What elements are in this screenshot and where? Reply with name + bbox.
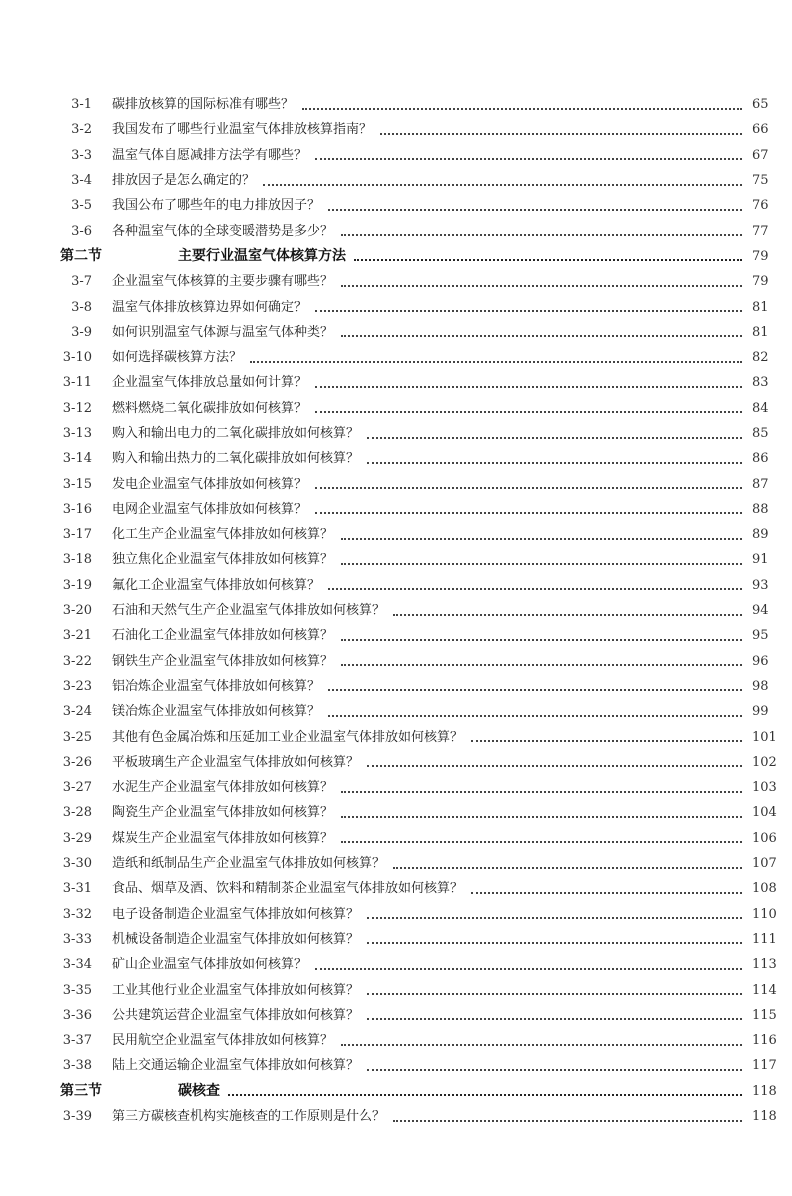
entry-number: 3-37: [62, 1033, 92, 1049]
toc-entry[interactable]: [0, 851, 792, 876]
entry-number: 3-39: [62, 1109, 92, 1125]
dot-leader: [328, 586, 742, 590]
entry-title: 水泥生产企业温室气体排放如何核算？: [112, 780, 334, 796]
toc-entry[interactable]: [0, 750, 792, 775]
dot-leader: [315, 510, 742, 514]
toc-entry[interactable]: [0, 446, 792, 471]
entry-title: 其他有色金属冶炼和压延加工业企业温室气体排放如何核算？: [112, 729, 464, 745]
entry-number: 3-12: [62, 400, 92, 416]
toc-entry[interactable]: [0, 775, 792, 800]
toc-entry[interactable]: [0, 143, 792, 168]
entry-number: 3-27: [62, 780, 92, 796]
toc-entry[interactable]: [0, 218, 792, 243]
entry-number: 3-16: [62, 501, 92, 517]
dot-leader: [393, 865, 742, 869]
entry-title: 如何选择碳核算方法？: [112, 350, 243, 366]
dot-leader: [315, 409, 742, 413]
entry-number: 3-5: [71, 198, 92, 214]
page-number: 104: [752, 805, 777, 821]
section-title: 碳核查: [178, 1083, 220, 1100]
dot-leader: [341, 283, 742, 287]
entry-number: 3-32: [62, 906, 92, 922]
dot-leader: [341, 1042, 742, 1046]
toc-entry[interactable]: [0, 547, 792, 572]
dot-leader: [328, 687, 742, 691]
toc-entry[interactable]: [0, 649, 792, 674]
page-number: 86: [752, 451, 769, 467]
dot-leader: [341, 839, 742, 843]
entry-title: 碳排放核算的国际标准有哪些？: [112, 97, 295, 113]
page-number: 110: [752, 906, 777, 922]
entry-title: 燃料燃烧二氧化碳排放如何核算？: [112, 400, 308, 416]
dot-leader: [367, 763, 742, 767]
entry-title: 煤炭生产企业温室气体排放如何核算？: [112, 830, 334, 846]
entry-title: 各种温室气体的全球变暖潜势是多少？: [112, 223, 334, 239]
entry-number: 3-28: [62, 805, 92, 821]
page-number: 118: [752, 1109, 777, 1125]
section-number: 第三节: [60, 1083, 102, 1100]
dot-leader: [471, 738, 742, 742]
entry-title: 铝冶炼企业温室气体排放如何核算？: [112, 678, 321, 694]
toc-entry[interactable]: [0, 294, 792, 319]
dot-leader: [471, 890, 742, 894]
entry-title: 矿山企业温室气体排放如何核算？: [112, 957, 308, 973]
toc-entry[interactable]: [0, 800, 792, 825]
entry-number: 3-2: [71, 122, 92, 138]
dot-leader: [315, 485, 742, 489]
dot-leader: [228, 1092, 742, 1096]
dot-leader: [367, 435, 742, 439]
page-number: 85: [752, 426, 769, 441]
entry-title: 温室气体自愿减排方法学有哪些？: [112, 147, 308, 163]
entry-title: 企业温室气体核算的主要步骤有哪些？: [112, 274, 334, 290]
entry-title: 购入和输出电力的二氧化碳排放如何核算？: [112, 426, 360, 441]
entry-number: 3-11: [62, 375, 92, 391]
toc-entry[interactable]: [0, 902, 792, 927]
entry-title: 石油和天然气生产企业温室气体排放如何核算？: [112, 603, 386, 619]
entry-number: 3-17: [62, 527, 92, 543]
toc-entry[interactable]: [0, 876, 792, 901]
page-number: 87: [752, 476, 769, 492]
page-number: 98: [752, 678, 769, 694]
entry-title: 造纸和纸制品生产企业温室气体排放如何核算？: [112, 856, 386, 872]
entry-number: 3-24: [62, 704, 92, 720]
dot-leader: [393, 1118, 742, 1122]
dot-leader: [341, 637, 742, 641]
entry-title: 氟化工企业温室气体排放如何核算？: [112, 577, 321, 593]
page-number: 111: [752, 931, 777, 947]
entry-title: 平板玻璃生产企业温室气体排放如何核算？: [112, 754, 360, 770]
entry-title: 陶瓷生产企业温室气体排放如何核算？: [112, 805, 334, 821]
entry-number: 3-21: [62, 628, 92, 644]
entry-number: 3-18: [62, 552, 92, 568]
page-number: 88: [752, 501, 769, 517]
entry-number: 3-13: [62, 426, 92, 441]
dot-leader: [328, 207, 742, 211]
page-number: 76: [752, 198, 769, 214]
page-number: 81: [752, 299, 769, 315]
page-number: 83: [752, 375, 769, 391]
entry-number: 3-36: [62, 1007, 92, 1023]
dot-leader: [315, 384, 742, 388]
dot-leader: [367, 915, 742, 919]
page-number: 108: [752, 881, 777, 897]
page-number: 81: [752, 324, 769, 340]
page-number: 102: [752, 754, 777, 770]
page-number: 117: [752, 1058, 777, 1074]
dot-leader: [341, 232, 742, 236]
table-of-contents: [0, 92, 792, 1129]
page-number: 103: [752, 780, 777, 796]
dot-leader: [341, 662, 742, 666]
entry-number: 3-19: [62, 577, 92, 593]
toc-entry[interactable]: [0, 674, 792, 699]
toc-entry[interactable]: [0, 92, 792, 117]
dot-leader: [341, 536, 742, 540]
toc-entry[interactable]: [0, 598, 792, 623]
entry-title: 钢铁生产企业温室气体排放如何核算？: [112, 653, 334, 669]
entry-number: 3-1: [71, 97, 92, 113]
page-number: 79: [752, 274, 769, 290]
toc-entry[interactable]: [0, 269, 792, 294]
entry-number: 3-9: [71, 324, 92, 340]
entry-number: 3-22: [62, 653, 92, 669]
entry-title: 如何识别温室气体源与温室气体种类？: [112, 324, 334, 340]
entry-number: 3-33: [62, 931, 92, 947]
entry-number: 3-35: [62, 982, 92, 998]
section-title: 主要行业温室气体核算方法: [178, 248, 346, 265]
entry-number: 3-3: [71, 147, 92, 163]
entry-title: 工业其他行业企业温室气体排放如何核算？: [112, 982, 360, 998]
page-number: 116: [752, 1033, 777, 1049]
entry-title: 机械设备制造企业温室气体排放如何核算？: [112, 931, 360, 947]
entry-title: 食品、烟草及酒、饮料和精制茶企业温室气体排放如何核算？: [112, 881, 464, 897]
page-number: 115: [752, 1007, 777, 1023]
entry-number: 3-10: [62, 350, 92, 366]
dot-leader: [315, 156, 742, 160]
entry-title: 电子设备制造企业温室气体排放如何核算？: [112, 906, 360, 922]
toc-entry[interactable]: [0, 1003, 792, 1028]
entry-number: 3-26: [62, 754, 92, 770]
entry-number: 3-4: [71, 173, 92, 189]
toc-entry[interactable]: [0, 168, 792, 193]
page-number: 91: [752, 552, 769, 568]
entry-number: 3-38: [62, 1058, 92, 1074]
entry-number: 3-20: [62, 603, 92, 619]
dot-leader: [354, 257, 742, 261]
toc-entry[interactable]: [0, 522, 792, 547]
page-number: 114: [752, 982, 777, 998]
entry-title: 电网企业温室气体排放如何核算？: [112, 501, 308, 517]
page-number: 93: [752, 577, 769, 593]
dot-leader: [263, 182, 742, 186]
toc-entry[interactable]: [0, 623, 792, 648]
toc-entry[interactable]: [0, 952, 792, 977]
page-number: 89: [752, 527, 769, 543]
entry-title: 发电企业温室气体排放如何核算？: [112, 476, 308, 492]
page-number: 82: [752, 350, 769, 366]
entry-title: 第三方碳核查机构实施核查的工作原则是什么？: [112, 1109, 386, 1125]
toc-entry[interactable]: [0, 699, 792, 724]
entry-number: 3-7: [71, 274, 92, 290]
toc-entry[interactable]: [0, 396, 792, 421]
toc-entry[interactable]: [0, 1104, 792, 1129]
dot-leader: [341, 814, 742, 818]
page-number: 65: [752, 97, 769, 113]
entry-number: 3-23: [62, 678, 92, 694]
page-number: 101: [752, 729, 777, 745]
toc-entry[interactable]: [0, 1053, 792, 1078]
toc-entry[interactable]: [0, 724, 792, 749]
entry-title: 温室气体排放核算边界如何确定？: [112, 299, 308, 315]
page-number: 79: [752, 248, 769, 264]
page-number: 67: [752, 147, 769, 163]
dot-leader: [367, 460, 742, 464]
page-number: 94: [752, 603, 769, 619]
entry-title: 我国公布了哪些年的电力排放因子？: [112, 198, 321, 214]
entry-number: 3-14: [62, 451, 92, 467]
dot-leader: [367, 1067, 742, 1071]
toc-entry[interactable]: [0, 421, 792, 446]
entry-title: 购入和输出热力的二氧化碳排放如何核算？: [112, 451, 360, 467]
toc-section-heading[interactable]: [0, 1079, 792, 1104]
entry-title: 民用航空企业温室气体排放如何核算？: [112, 1033, 334, 1049]
page-number: 95: [752, 628, 769, 644]
page-number: 75: [752, 173, 769, 189]
toc-entry[interactable]: [0, 370, 792, 395]
dot-leader: [315, 966, 742, 970]
toc-entry[interactable]: [0, 117, 792, 142]
dot-leader: [393, 612, 742, 616]
page-number: 113: [752, 957, 777, 973]
toc-entry[interactable]: [0, 826, 792, 851]
toc-entry[interactable]: [0, 1028, 792, 1053]
toc-entry[interactable]: [0, 977, 792, 1002]
entry-number: 3-31: [62, 881, 92, 897]
entry-title: 排放因子是怎么确定的？: [112, 173, 256, 189]
entry-title: 公共建筑运营企业温室气体排放如何核算？: [112, 1007, 360, 1023]
entry-title: 独立焦化企业温室气体排放如何核算？: [112, 552, 334, 568]
section-number: 第二节: [60, 248, 102, 265]
toc-entry[interactable]: [0, 193, 792, 218]
entry-title: 化工生产企业温室气体排放如何核算？: [112, 527, 334, 543]
dot-leader: [367, 940, 742, 944]
toc-entry[interactable]: [0, 345, 792, 370]
toc-entry[interactable]: [0, 573, 792, 598]
page-number: 106: [752, 830, 777, 846]
page-number: 77: [752, 223, 769, 239]
toc-entry[interactable]: [0, 471, 792, 496]
entry-number: 3-30: [62, 856, 92, 872]
page-number: 107: [752, 856, 777, 872]
page-number: 66: [752, 122, 769, 138]
page-number: 84: [752, 400, 769, 416]
entry-number: 3-29: [62, 830, 92, 846]
entry-title: 陆上交通运输企业温室气体排放如何核算？: [112, 1058, 360, 1074]
dot-leader: [302, 106, 742, 110]
toc-entry[interactable]: [0, 497, 792, 522]
page-number: 99: [752, 704, 769, 720]
dot-leader: [250, 359, 742, 363]
dot-leader: [328, 713, 742, 717]
dot-leader: [341, 333, 742, 337]
dot-leader: [367, 1016, 742, 1020]
toc-section-heading[interactable]: [0, 244, 792, 269]
entry-title: 企业温室气体排放总量如何计算？: [112, 375, 308, 391]
entry-title: 我国发布了哪些行业温室气体排放核算指南？: [112, 122, 373, 138]
dot-leader: [341, 561, 742, 565]
dot-leader: [341, 789, 742, 793]
toc-entry[interactable]: [0, 320, 792, 345]
dot-leader: [367, 991, 742, 995]
toc-entry[interactable]: [0, 927, 792, 952]
entry-title: 石油化工企业温室气体排放如何核算？: [112, 628, 334, 644]
dot-leader: [380, 131, 742, 135]
entry-number: 3-15: [62, 476, 92, 492]
page-number: 96: [752, 653, 769, 669]
page-number: 118: [752, 1083, 777, 1099]
entry-number: 3-34: [62, 957, 92, 973]
entry-number: 3-25: [62, 729, 92, 745]
dot-leader: [315, 308, 742, 312]
entry-title: 镁冶炼企业温室气体排放如何核算？: [112, 704, 321, 720]
entry-number: 3-6: [71, 223, 92, 239]
entry-number: 3-8: [71, 299, 92, 315]
